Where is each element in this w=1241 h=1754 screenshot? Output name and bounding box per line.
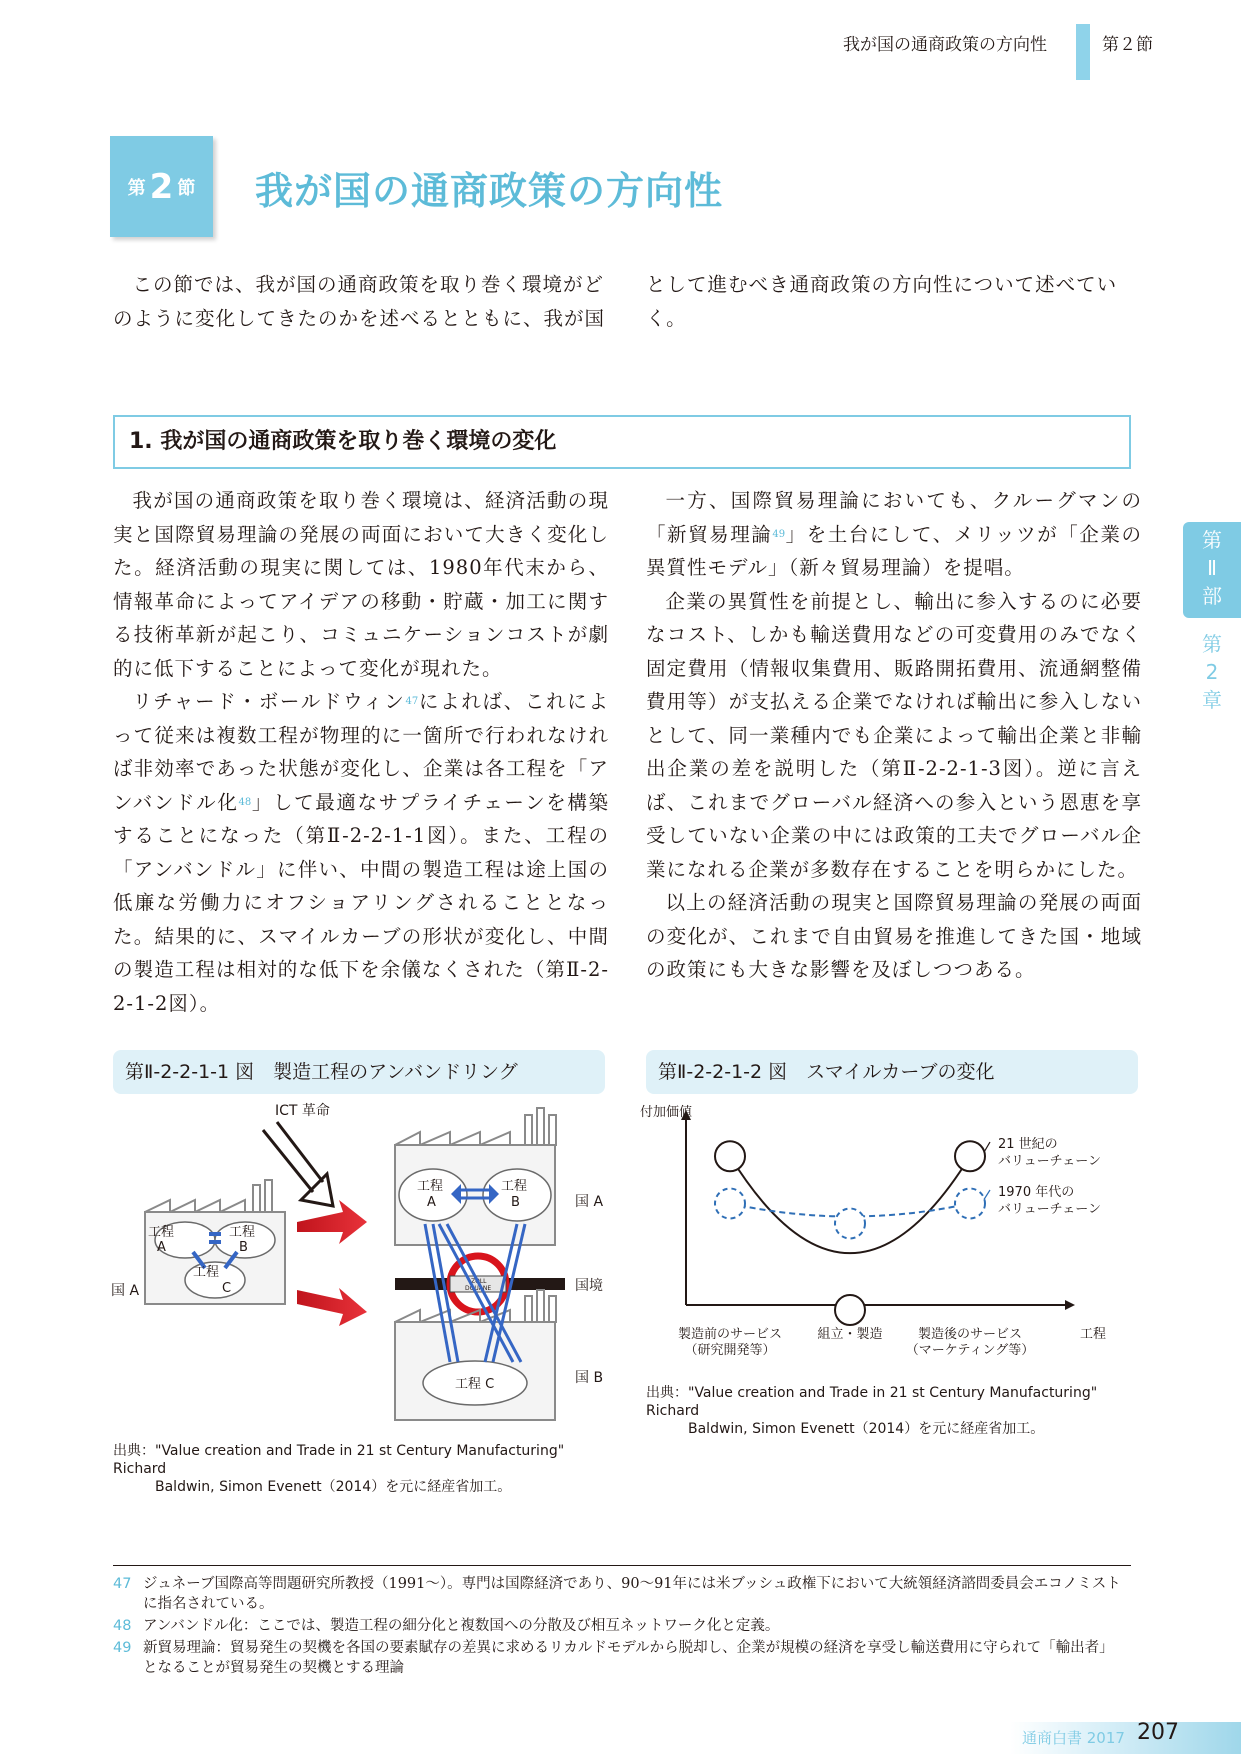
page-number: 207 [1137, 1720, 1179, 1745]
body-right-p1-part-a: 一方、国際貿易理論においても、クルーグマンの「新貿易理論 [646, 489, 1142, 546]
footer-book-title: 通商白書 2017 [1022, 1729, 1125, 1747]
figure-2-caption: 第Ⅱ-2-2-1-2 図 スマイルカーブの変化 [646, 1050, 1138, 1094]
footnote-ref-49[interactable]: 49 [772, 528, 786, 540]
body-left-paragraph-1: 我が国の通商政策を取り巻く環境は、経済活動の現実と国際貿易理論の発展の両面において大きく変化した。経済活動の現実に関しては、1980年代末から、情報革命によってアイデアの移動・貯蔵・加工に関する技術革新が起こり、コミュニケーションコストが劇的に低下することによって変化が現れた。 [113, 489, 609, 680]
y-axis-label: 付加価値 [640, 1105, 693, 1120]
footnote-rule [113, 1565, 1131, 1566]
series-label: バリューチェーン [998, 1154, 1101, 1169]
body-left-column [113, 484, 609, 1020]
side-tab-chapter-char-1: 第 [1202, 632, 1222, 656]
intro-left-line-2: のように変化してきたのかを述べるとともに、我が国 [113, 306, 606, 330]
side-tab-chapter[interactable] [1183, 630, 1241, 730]
body-right-paragraph-2: 企業の異質性を前提とし、輸出に参入するのに必要なコスト、しかも輸送費用などの可変費用のみでなく固定費用（情報収集費用、販路開拓費用、流通網整備費用等）が支払える企業でなければ輸出に参入しないとして、同一業種内でも企業によって輸出企業と非輸出企業の差を説明した（第Ⅱ-2-2-1-3図）。逆に言えば、これまでグローバル経済への参入という恩恵を享受していない企業の中には政策的工夫でグローバル企業になれる企業が多数存在することを明らかにした。 [646, 589, 1142, 881]
figure-1-caption: 第Ⅱ-2-2-1-1 図 製造工程のアンバンドリング [113, 1050, 605, 1094]
fig1-process-a-sub: A [427, 1195, 436, 1210]
footnote-number: 48 [113, 1618, 132, 1634]
footnote-number: 47 [113, 1576, 132, 1592]
body-right-column [646, 484, 1142, 987]
series-label: 1970 年代の [998, 1185, 1075, 1200]
side-tab-part-char-2: Ⅱ [1207, 556, 1217, 580]
figure-1-unbundling-diagram [105, 1100, 615, 1430]
intro-right-line-1: として進むべき通商政策の方向性について述べていく。 [646, 273, 1118, 330]
x-tick-label: 製造前のサービス [677, 1327, 783, 1342]
figure-1-source [113, 1442, 613, 1496]
data-point [835, 1295, 865, 1325]
footnote-number: 49 [113, 1640, 132, 1656]
fig1-process-b: 工程 [501, 1179, 528, 1194]
footnote-text: アンバンドル化：ここでは、製造工程の細分化と複数国への分散及び相互ネットワーク化と定義。 [143, 1618, 780, 1634]
body-right-paragraph-3: 以上の経済活動の現実と国際貿易理論の発展の両面の変化が、これまで自由貿易を推進してきた国・地域の政策にも大きな影響を及ぼしつつある。 [646, 891, 1142, 981]
side-tab-part-char-3: 部 [1202, 584, 1222, 608]
fig1-process-a-small-sub: A [157, 1240, 166, 1255]
figure-2-source-line-1: 出典："Value creation and Trade in 21 st Century Manufacturing" Richard [646, 1385, 1098, 1419]
side-tab-part[interactable] [1183, 522, 1241, 618]
section-badge [110, 136, 213, 237]
x-tick-label: 製造後のサービス [917, 1327, 1023, 1342]
body-left-p2-part-c: 」して最適なサプライチェーンを構築することになった（第Ⅱ-2-2-1-1図）。また、工程の「アンバンドル」に伴い、中間の製造工程は途上国の低廉な労働力にオフショアリングされることとなった。結果的に、スマイルカーブの形状が変化し、中間の製造工程は相対的な低下を余儀なくされた（第Ⅱ-2-2-1-2図）。 [113, 790, 609, 1015]
country-a-left-label: 国 A [111, 1283, 140, 1299]
border-label: 国境 [575, 1278, 603, 1294]
red-arrow-icon [297, 1288, 367, 1326]
fig1-process-a-small: 工程 [148, 1225, 175, 1240]
fig1-process-b-small: 工程 [229, 1225, 256, 1240]
body-right-p1-part-b: 」を土台にして、メリッツが「企業の異質性モデル」（新々貿易理論）を提唱。 [646, 522, 1142, 579]
customs-sign-text-2: DOUANE [465, 1285, 492, 1292]
subsection-heading: 1. 我が国の通商政策を取り巻く環境の変化 [113, 415, 1131, 469]
factory-country-a [395, 1108, 556, 1245]
header-accent-bar [1076, 24, 1090, 80]
data-point [955, 1141, 985, 1171]
section-title: 我が国の通商政策の方向性 [255, 168, 724, 213]
figure-2-source [646, 1384, 1146, 1438]
fig1-process-c-small: 工程 [193, 1265, 220, 1280]
body-right-paragraph-1 [646, 484, 1142, 585]
body-left-paragraph-2 [113, 685, 609, 1020]
ict-revolution-label: ICT 革命 [275, 1103, 330, 1119]
running-section: 第２節 [1102, 35, 1153, 55]
section-badge-number: 2 [149, 166, 174, 207]
fig1-process-b-sub: B [511, 1195, 520, 1210]
data-point [715, 1189, 745, 1219]
section-badge-suffix: 節 [177, 177, 196, 199]
fig1-process-b-small-sub: B [239, 1240, 248, 1255]
side-tab-chapter-char-3: 章 [1202, 688, 1222, 712]
series-label-leader [984, 1190, 990, 1200]
body-left-p2-part-b: によれば、これによって従来は複数工程が物理的に一箇所で行われなければ非効率であった状態が変化し、企業は各工程を「アンバンドル化 [113, 690, 609, 814]
country-a-right-label: 国 A [575, 1194, 604, 1210]
x-axis-label: 工程 [1080, 1327, 1107, 1342]
series-line-21st-century [730, 1156, 970, 1253]
x-axis-arrowhead [1065, 1300, 1075, 1310]
series-label: バリューチェーン [998, 1202, 1101, 1217]
figure-2-smile-curve-chart [640, 1100, 1140, 1390]
data-point [955, 1189, 985, 1219]
body-left-p2-part-a: リチャード・ボールドウィン [132, 690, 406, 713]
intro-right [646, 268, 1146, 335]
fig1-process-c-small-sub: C [222, 1281, 232, 1296]
footnote-text: ジュネーブ国際高等問題研究所教授（1991～）。専門は国際経済であり、90～91年には米ブッシュ政権下において大統領経済諮問委員会エコノミストに指名されている。 [143, 1576, 1121, 1612]
footnote-ref-48[interactable]: 48 [238, 796, 252, 808]
country-b-label: 国 B [575, 1370, 604, 1386]
figure-1-source-line-2: Baldwin, Simon Evenett（2014）を元に経産省加工。 [155, 1479, 512, 1495]
series-label: 21 世紀の [998, 1137, 1058, 1152]
data-point [835, 1209, 865, 1239]
footnote-49 [113, 1638, 1131, 1678]
footnote-47 [113, 1574, 1131, 1614]
side-tab-chapter-char-2: 2 [1205, 660, 1219, 684]
fig1-process-a: 工程 [417, 1179, 444, 1194]
customs-sign-text-1: ZOLL [471, 1278, 487, 1285]
series-label-leader [984, 1142, 990, 1152]
factory-before [145, 1180, 285, 1304]
footnote-text: 新貿易理論：貿易発生の契機を各国の要素賦存の差異に求めるリカルドモデルから脱却し、企業が規模の経済を享受し輸送費用に守られて「輸出者」となることが貿易発生の契機とする理論 [143, 1640, 1114, 1676]
data-point [715, 1141, 745, 1171]
footnote-48 [113, 1616, 1131, 1636]
figure-1-source-line-1: 出典："Value creation and Trade in 21 st Century Manufacturing" Richard [113, 1443, 565, 1477]
footnote-ref-47[interactable]: 47 [405, 696, 419, 707]
figure-2-source-line-2: Baldwin, Simon Evenett（2014）を元に経産省加工。 [688, 1421, 1045, 1437]
section-badge-prefix: 第 [127, 177, 146, 199]
ict-arrow-icon [263, 1122, 333, 1206]
x-tick-label: （研究開発等） [684, 1343, 776, 1358]
side-tab-part-char-1: 第 [1202, 528, 1222, 552]
intro-left-line-1: この節では、我が国の通商政策を取り巻く環境がど [132, 273, 605, 296]
x-tick-label: （マーケティング等） [905, 1343, 1035, 1358]
x-tick-label: 組立・製造 [817, 1327, 883, 1342]
fig1-process-c: 工程 C [455, 1377, 495, 1392]
intro-left [113, 268, 613, 335]
running-header [681, 24, 1241, 64]
running-title: 我が国の通商政策の方向性 [843, 35, 1047, 55]
